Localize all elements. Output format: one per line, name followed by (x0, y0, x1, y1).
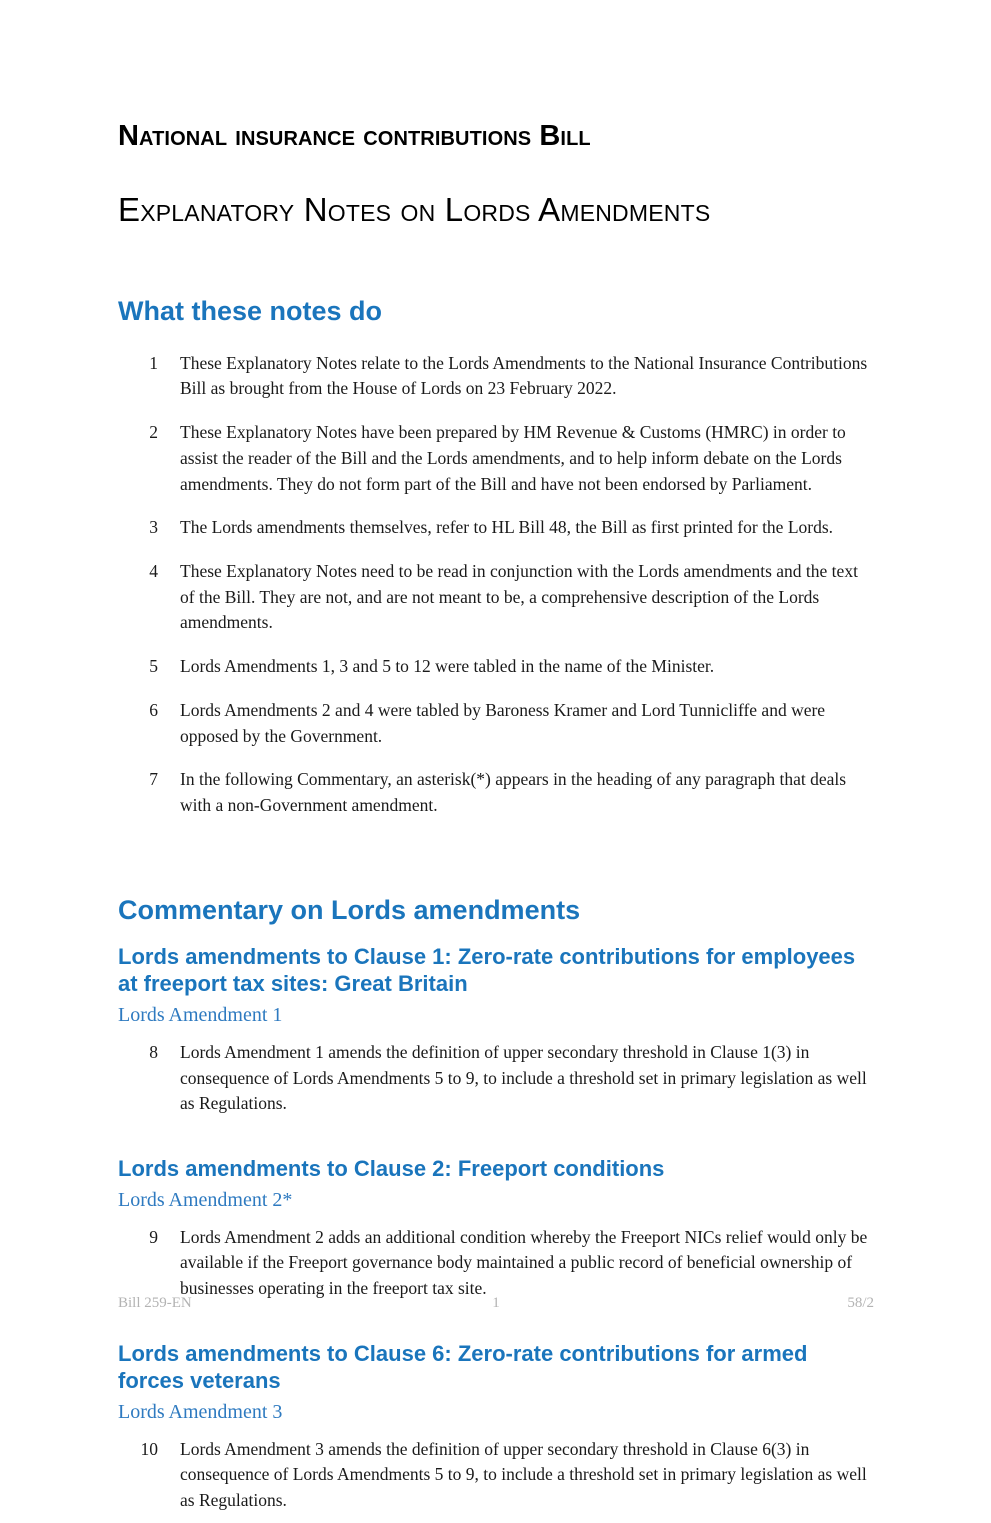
paragraph-number: 5 (149, 656, 158, 677)
paragraph-text: Lords Amendment 3 amends the definition of upper secondary threshold in Clause 6(3) in consequence of Lords Amendments 5 to 9, to include a threshold set in primary legislation as well as Regulations. (180, 1438, 867, 1511)
footer-page-number: 1 (492, 1295, 500, 1311)
paragraph-text: Lords Amendments 2 and 4 were tabled by Baroness Kramer and Lord Tunnicliffe and were opposed by the Government. (180, 699, 826, 746)
paragraph-text: Lords Amendment 2 adds an additional condition whereby the Freeport NICs relief would only be available if the Freeport governance body maintained a public record of beneficial ownership of businesses operating in the freeport tax site. (180, 1226, 868, 1299)
amendment-label-1: Lords Amendment 1 (118, 1003, 283, 1026)
paragraph-number: 4 (149, 560, 158, 581)
section-heading-commentary: Commentary on Lords amendments (118, 894, 581, 925)
subsection-heading-clause-2: Lords amendments to Clause 2: Freeport conditions (118, 1155, 665, 1181)
paragraph-text: These Explanatory Notes need to be read in conjunction with the Lords amendments and the text of the Bill. They are not, and are not meant to be, a comprehensive description of the Lords amendments. (180, 560, 858, 633)
paragraph-text: Lords Amendment 1 amends the definition of upper secondary threshold in Clause 1(3) in consequence of Lords Amendments 5 to 9, to include a threshold set in primary legislation as well as Regulations. (180, 1041, 867, 1114)
footer-bill-reference: Bill 259-EN (118, 1295, 192, 1311)
numbered-paragraph-10 (118, 1428, 874, 1523)
subsection-heading-clause-6: Lords amendments to Clause 6: Zero-rate contributions for armed forces veterans (118, 1340, 808, 1393)
section-heading-what-these-notes-do: What these notes do (118, 296, 383, 327)
amendment-label-3: Lords Amendment 3 (118, 1400, 283, 1423)
footer-document-code: 58/2 (847, 1295, 874, 1311)
numbered-paragraph-7 (118, 758, 874, 827)
paragraph-number: 1 (149, 352, 158, 373)
numbered-paragraph-8 (118, 1031, 874, 1126)
paragraph-text: The Lords amendments themselves, refer to HL Bill 48, the Bill as first printed for the Lords. (180, 517, 834, 538)
paragraph-text: These Explanatory Notes have been prepared by HM Revenue & Customs (HMRC) in order to assist the reader of the Bill and the Lords amendments, and to help inform debate on the Lords amendments. They do not form part of the Bill and have not been endorsed by Parliament. (180, 422, 846, 494)
paragraph-number: 9 (149, 1226, 158, 1247)
document-title: National insurance contributions Bill (118, 120, 591, 152)
paragraph-number: 3 (149, 517, 158, 538)
paragraph-text: Lords Amendments 1, 3 and 5 to 12 were tabled in the name of the Minister. (180, 656, 715, 677)
numbered-paragraph-3 (118, 506, 874, 550)
paragraph-number: 6 (149, 699, 158, 720)
paragraph-number: 8 (149, 1041, 158, 1062)
numbered-paragraph-2 (118, 411, 874, 506)
subsection-heading-clause-1: Lords amendments to Clause 1: Zero-rate contributions for employees at freeport tax sites: Great Britain (118, 944, 856, 996)
numbered-paragraph-5 (118, 645, 874, 689)
document-subtitle: Explanatory Notes on Lords Amendments (118, 191, 711, 229)
paragraph-text: These Explanatory Notes relate to the Lords Amendments to the National Insurance Contributions Bill as brought from the House of Lords on 23 February 2022. (180, 352, 868, 399)
paragraph-text: In the following Commentary, an asterisk(*) appears in the heading of any paragraph that deals with a non-Government amendment. (180, 769, 847, 816)
numbered-paragraph-6 (118, 689, 874, 758)
paragraph-number: 7 (149, 769, 158, 790)
amendment-label-2: Lords Amendment 2* (118, 1188, 293, 1211)
paragraph-number: 2 (149, 422, 158, 443)
page-footer (118, 1295, 874, 1312)
numbered-paragraph-4 (118, 550, 874, 645)
paragraph-number: 10 (140, 1438, 158, 1459)
numbered-paragraph-1 (118, 342, 874, 411)
